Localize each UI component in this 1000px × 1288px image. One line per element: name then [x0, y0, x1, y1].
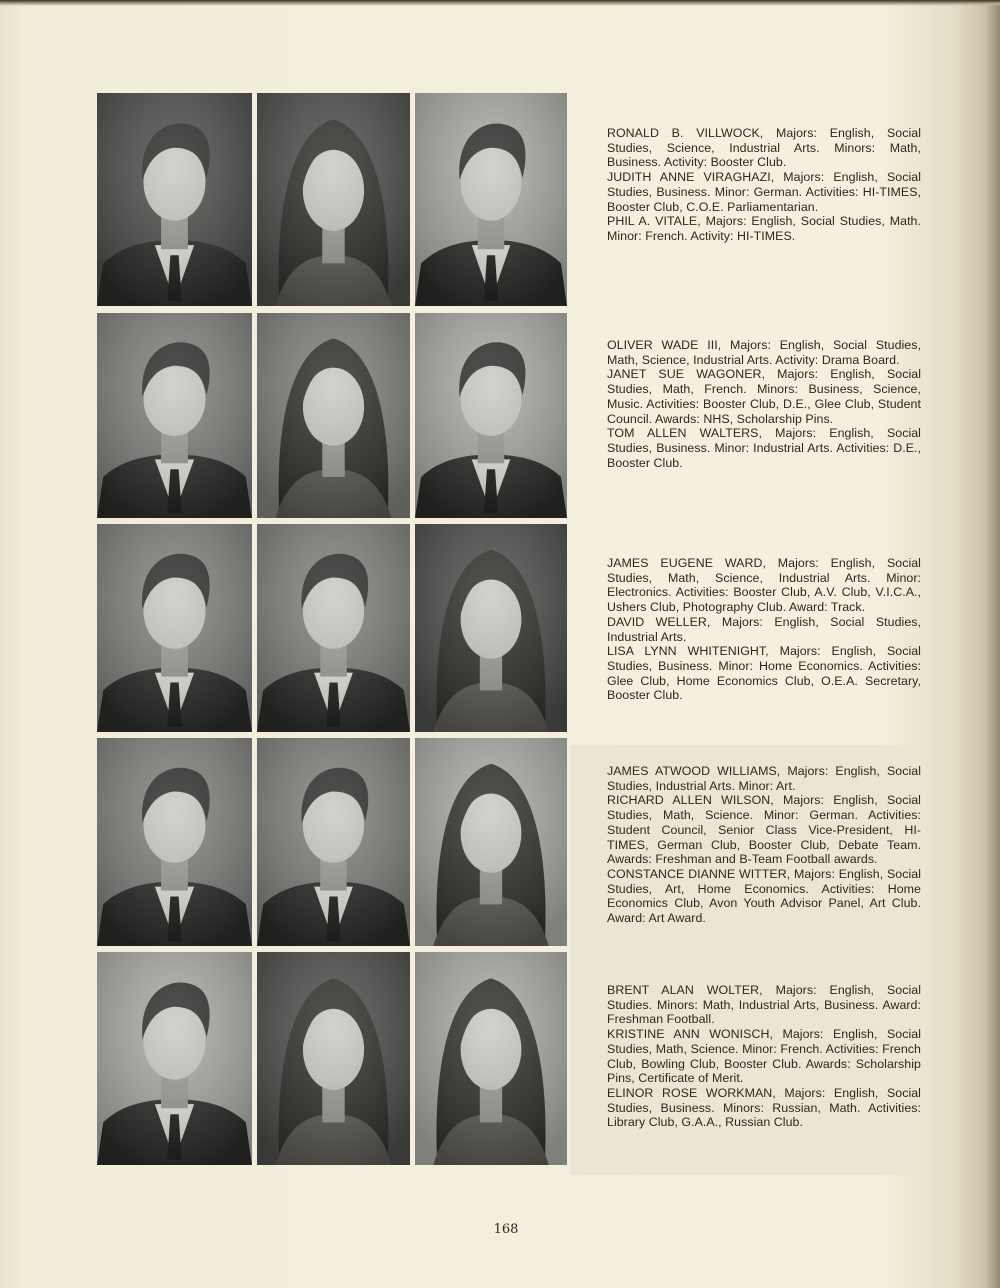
bio-block-4	[607, 764, 921, 926]
bio-entry: PHIL A. VITALE, Majors: English, Social Studies, Math. Minor: French. Activity: HI-TIMES.	[607, 214, 921, 243]
bio-block-1	[607, 126, 921, 244]
student-portrait-photo	[97, 93, 252, 306]
bio-entry: DAVID WELLER, Majors: English, Social Studies, Industrial Arts.	[607, 614, 921, 644]
page-number: 168	[493, 1222, 519, 1237]
student-portrait-photo	[415, 313, 567, 518]
bio-entry: KRISTINE ANN WONISCH, Majors: English, Social Studies, Math, Science. Minor: French. Activities: French Club, Bowling Club, Booster Club. Awards: Scholarship Pins, Certificate of Merit.	[607, 1027, 921, 1086]
bio-entry: ELINOR ROSE WORKMAN, Majors: English, Social Studies, Business. Minors: Russian, Math. Activities: Library Club, G.A.A., Russian Club.	[607, 1085, 921, 1130]
student-portrait-photo	[97, 952, 252, 1165]
student-portrait-photo	[257, 952, 410, 1165]
bio-entry: BRENT ALAN WOLTER, Majors: English, Social Studies. Minors: Math, Industrial Arts, Business. Award: Freshman Football.	[607, 983, 921, 1027]
student-portrait-photo	[97, 524, 252, 732]
bio-entry: JAMES EUGENE WARD, Majors: English, Social Studies, Math, Science, Industrial Arts. Minor: Electronics. Activities: Booster Club, A.V. Club, V.I.C.A., Ushers Club, Photography Club. Award: Track.	[607, 556, 921, 615]
bio-block-2	[607, 338, 921, 470]
page-top-edge	[0, 0, 1000, 6]
student-portrait-photo	[415, 524, 567, 732]
bio-entry: CONSTANCE DIANNE WITTER, Majors: English, Social Studies, Art, Home Economics. Activities: Home Economics Club, Avon Youth Advisor Panel, Art Club. Award: Art Award.	[607, 866, 921, 926]
bio-block-3	[607, 556, 921, 703]
student-portrait-photo	[97, 738, 252, 946]
bio-block-5	[607, 983, 921, 1130]
student-portrait-photo	[257, 313, 410, 518]
student-portrait-photo	[257, 738, 410, 946]
student-portrait-photo	[257, 524, 410, 732]
bio-entry: JANET SUE WAGONER, Majors: English, Social Studies, Math, French. Minors: Business, Science, Music. Activities: Booster Club, D.E., Glee Club, Student Council. Awards: NHS, Scholarship Pins.	[607, 367, 921, 426]
bio-entry: RONALD B. VILLWOCK, Majors: English, Social Studies, Science, Industrial Arts. Minors: Math, Business. Activity: Booster Club.	[607, 126, 921, 170]
student-portrait-photo	[415, 738, 567, 946]
bio-entry: JUDITH ANNE VIRAGHAZI, Majors: English, Social Studies, Business. Minor: German. Activities: HI-TIMES, Booster Club, C.O.E. Parliamentarian.	[607, 170, 921, 214]
student-portrait-photo	[415, 952, 567, 1165]
bio-entry: LISA LYNN WHITENIGHT, Majors: English, Social Studies, Business. Minor: Home Economics. Activities: Glee Club, Home Economics Club, O.E.A. Secretary, Booster Club.	[607, 644, 921, 703]
bio-entry: TOM ALLEN WALTERS, Majors: English, Social Studies, Business. Minor: Industrial Arts. Activities: D.E., Booster Club.	[607, 426, 921, 470]
student-portrait-photo	[415, 93, 567, 306]
student-portrait-photo	[257, 93, 410, 306]
bio-entry: JAMES ATWOOD WILLIAMS, Majors: English, Social Studies, Industrial Arts. Minor: Art.	[607, 764, 921, 793]
bio-entry: RICHARD ALLEN WILSON, Majors: English, Social Studies, Math, Science. Minor: German. Activities: Student Council, Senior Class Vice-President, HI-TIMES, German Club, Booster Club, Debate Team. Awards: Freshman and B-Team Football awards.	[607, 793, 921, 867]
student-portrait-photo	[97, 313, 252, 518]
bio-entry: OLIVER WADE III, Majors: English, Social Studies, Math, Science, Industrial Arts. Activity: Drama Board.	[607, 338, 921, 367]
